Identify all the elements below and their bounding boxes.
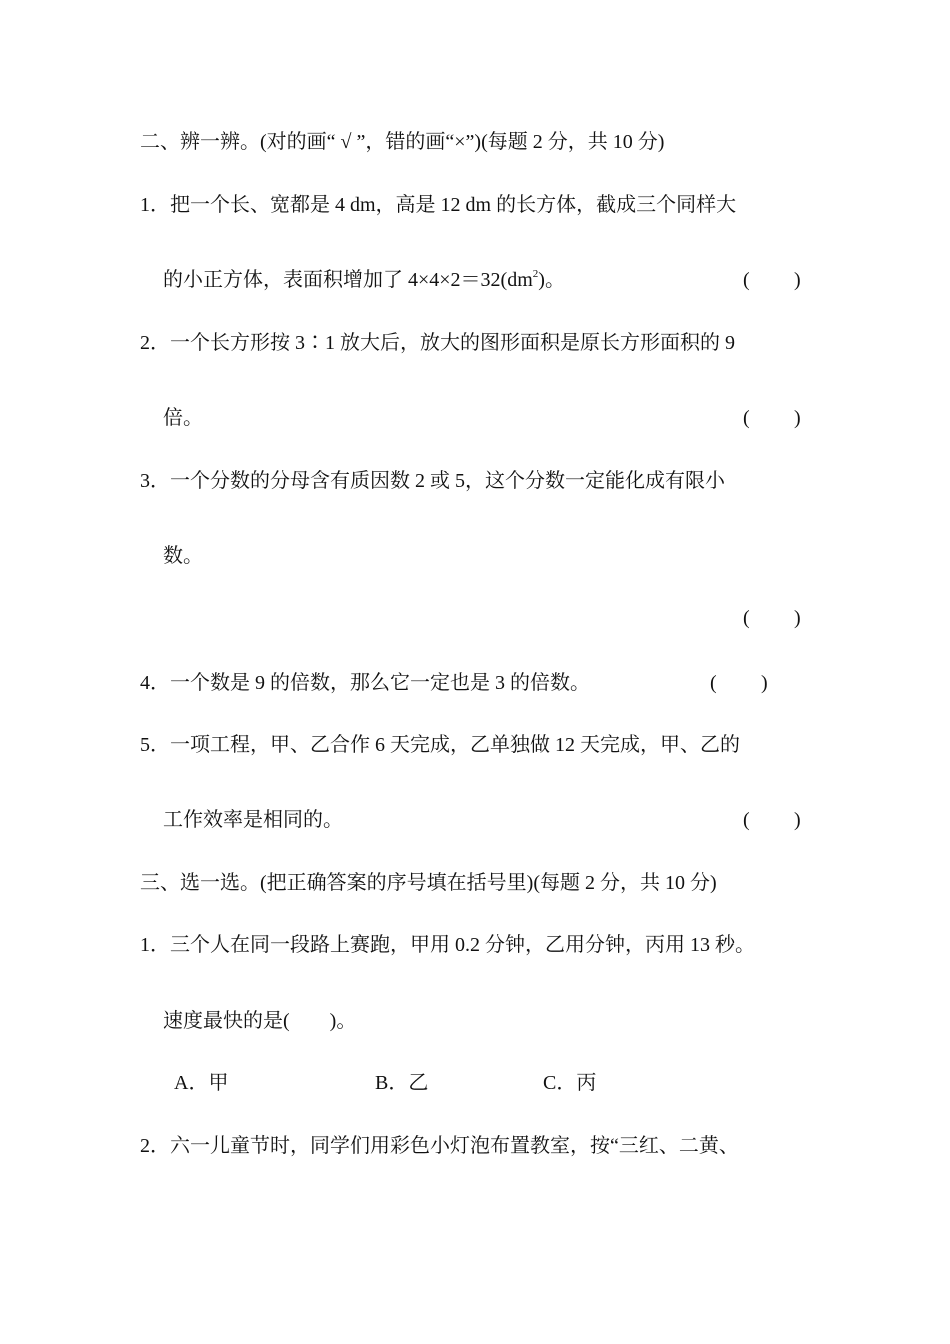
answer-bracket-open[interactable]: ( (743, 407, 750, 429)
q1-text: 的小正方体，表面积增加了 4×4×2＝32(dm (163, 269, 533, 291)
superscript: 2 (532, 268, 539, 280)
section-2-title: 二、辨一辨。(对的画“ √ ”，错的画“×”)(每题 2 分，共 10 分) (140, 131, 665, 153)
q1-text-end: )。 (538, 269, 565, 291)
option-b[interactable]: B．乙 (375, 1072, 429, 1094)
answer-bracket-close[interactable]: ) (794, 407, 801, 429)
answer-bracket-open[interactable]: ( (743, 809, 750, 831)
answer-bracket-close[interactable]: ) (794, 607, 801, 629)
choice-question-1-line-2: 速度最快的是( )。 (163, 1010, 357, 1032)
answer-bracket-open[interactable]: ( (743, 269, 750, 291)
section-3-title: 三、选一选。(把正确答案的序号填在括号里)(每题 2 分，共 10 分) (140, 872, 717, 894)
answer-bracket-close[interactable]: ) (794, 269, 801, 291)
option-a[interactable]: A．甲 (174, 1072, 229, 1094)
answer-bracket-close[interactable]: ) (794, 809, 801, 831)
question-1-line-1: 1．把一个长、宽都是 4 dm，高是 12 dm 的长方体，截成三个同样大 (140, 194, 737, 216)
question-4-line-1: 4．一个数是 9 的倍数，那么它一定也是 3 的倍数。 (140, 672, 590, 694)
question-5-line-2: 工作效率是相同的。 (163, 809, 343, 831)
question-3-line-2: 数。 (163, 545, 203, 567)
question-3-line-1: 3．一个分数的分母含有质因数 2 或 5，这个分数一定能化成有限小 (140, 470, 725, 492)
question-5-line-1: 5．一项工程，甲、乙合作 6 天完成，乙单独做 12 天完成，甲、乙的 (140, 734, 740, 756)
answer-bracket-open[interactable]: ( (710, 672, 717, 694)
answer-bracket-open[interactable]: ( (743, 607, 750, 629)
choice-question-1-line-1: 1．三个人在同一段路上赛跑，甲用 0.2 分钟，乙用分钟，丙用 13 秒。 (140, 934, 755, 956)
question-2-line-1: 2．一个长方形按 3∶1 放大后，放大的图形面积是原长方形面积的 9 (140, 332, 735, 354)
question-2-line-2: 倍。 (163, 407, 203, 429)
option-c[interactable]: C．丙 (543, 1072, 597, 1094)
question-1-line-2 (163, 267, 565, 293)
answer-bracket-close[interactable]: ) (761, 672, 768, 694)
choice-question-2-line-1: 2．六一儿童节时，同学们用彩色小灯泡布置教室，按“三红、二黄、 (140, 1135, 739, 1157)
